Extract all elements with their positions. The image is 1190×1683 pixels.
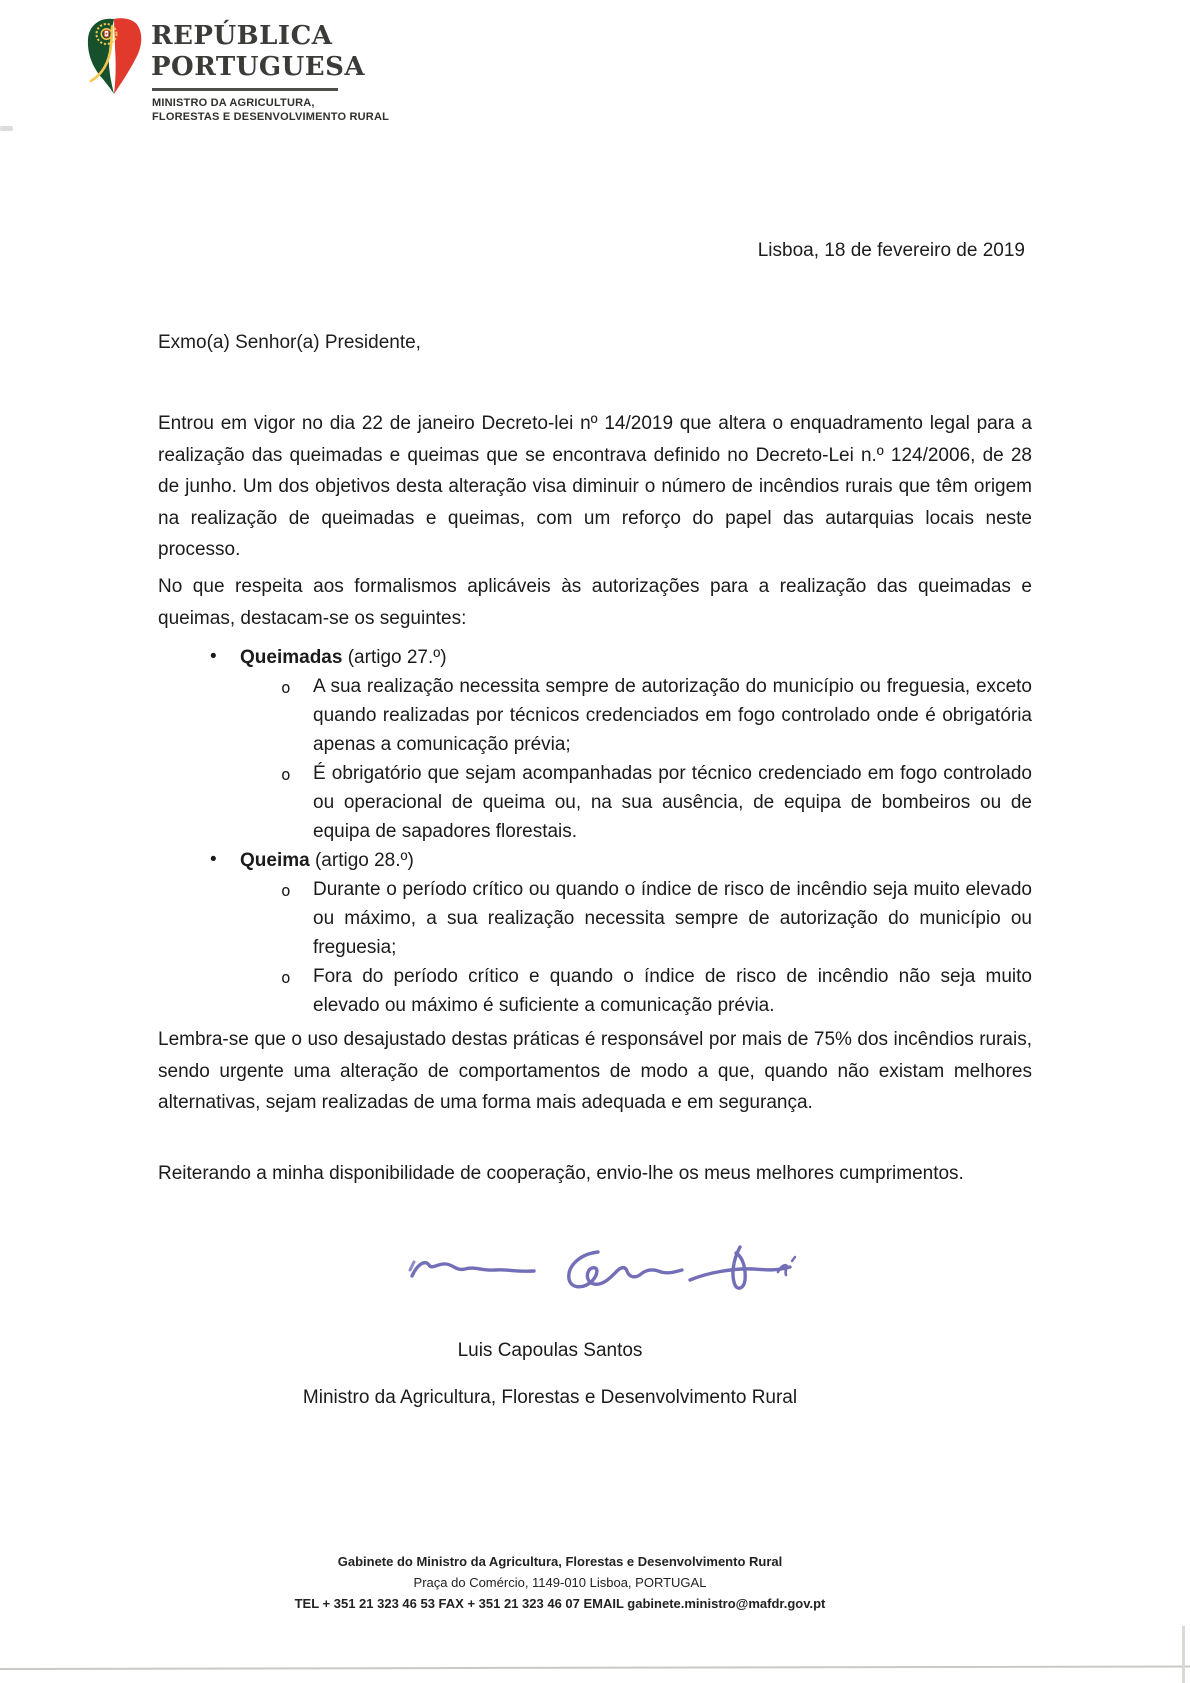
subitem-text: Fora do período crítico e quando o índice de risco de incêndio não seja muito elevado ou máximo é suficiente a comunicação prévia. — [313, 966, 1032, 1016]
wordmark-line2: PORTUGUESA — [151, 52, 366, 82]
portuguese-republic-flag-logo-icon — [85, 16, 143, 98]
ministry-line2: FLORESTAS E DESENVOLVIMENTO RURAL — [152, 111, 390, 123]
list-subitem — [158, 875, 1032, 962]
list-term: Queima — [240, 850, 310, 871]
subitem-text: Durante o período crítico ou quando o índice de risco de incêndio seja muito elevado ou máximo, a sua realização necessita sempre de autorização do município ou freguesia; — [313, 879, 1032, 958]
paragraph-legal-framework: Entrou em vigor no dia 22 de janeiro Decreto-lei nº 14/2019 que altera o enquadramento legal para a realização das queimadas e queimas que se encontrava definido no Decreto-Lei n.º 124/2006, de 28 de junho. Um dos objetivos desta alteração visa diminuir o número de incêndios rurais que têm origem na realização de queimadas e queimas, com um reforço do papel das autarquias locais neste processo. — [158, 413, 1032, 560]
scan-edge-artifact — [0, 126, 13, 131]
list-item-queimadas — [158, 643, 1032, 672]
wordmark-line1: REPÚBLICA — [151, 21, 333, 51]
footer-address-line: Praça do Comércio, 1149-010 Lisboa, PORTUGAL — [413, 1575, 707, 1590]
footer-contacts-line: TEL + 351 21 323 46 53 FAX + 351 21 323 46 07 EMAIL gabinete.ministro@mafdr.gov.pt — [294, 1596, 826, 1611]
ministry-line1: MINISTRO DA AGRICULTURA, — [152, 97, 315, 109]
list-term-article: (artigo 28.º) — [309, 850, 414, 871]
footer-office-line: Gabinete do Ministro da Agricultura, Florestas e Desenvolvimento Rural — [337, 1554, 783, 1569]
letterhead-divider — [152, 88, 338, 91]
bullet-icon: • — [210, 646, 217, 667]
circle-bullet-icon: o — [281, 678, 291, 697]
footer-contact-block — [160, 1551, 960, 1614]
handwritten-signature — [402, 1238, 802, 1310]
signer-name: Luis Capoulas Santos — [457, 1340, 643, 1361]
subitem-text: A sua realização necessita sempre de autorização do município ou freguesia, exceto quando realizadas por técnicos credenciados em fogo controlado onde é obrigatória apenas a comunicação prévia; — [313, 676, 1032, 755]
circle-bullet-icon: o — [281, 881, 291, 900]
list-subitem — [158, 759, 1032, 846]
salutation: Exmo(a) Senhor(a) Presidente, — [158, 332, 421, 353]
ministry-name — [152, 96, 389, 124]
scan-edge-artifact — [1182, 1626, 1185, 1683]
dateline: Lisboa, 18 de fevereiro de 2019 — [757, 240, 1025, 261]
subitem-text: É obrigatório que sejam acompanhadas por técnico credenciado em fogo controlado ou operacional de queima ou, na sua ausência, de equipa de bombeiros ou de equipa de sapadores florestais. — [313, 763, 1032, 842]
circle-bullet-icon: o — [281, 968, 291, 987]
list-term-article: (artigo 27.º) — [342, 647, 447, 668]
paragraph-closing: Reiterando a minha disponibilidade de cooperação, envio-lhe os meus melhores cumprimentos. — [158, 1163, 964, 1184]
list-item-queima — [158, 846, 1032, 875]
bullet-icon: • — [210, 849, 217, 870]
list-subitem — [158, 962, 1032, 1020]
circle-bullet-icon: o — [281, 765, 291, 784]
paragraph-warning: Lembra-se que o uso desajustado destas práticas é responsável por mais de 75% dos incêndios rurais, sendo urgente uma alteração de comportamentos de modo a que, quando não existam melhores alternativas, sejam realizadas de uma forma mais adequada e em segurança. — [158, 1029, 1032, 1113]
signer-title: Ministro da Agricultura, Florestas e Desenvolvimento Rural — [302, 1387, 798, 1408]
republic-wordmark — [151, 21, 365, 83]
paragraph-formalities-intro: No que respeita aos formalismos aplicáveis às autorizações para a realização das queimadas e queimas, destacam-se os seguintes: — [158, 576, 1032, 629]
list-term: Queimadas — [240, 647, 343, 668]
scan-edge-artifact — [0, 1666, 1190, 1670]
list-subitem — [158, 672, 1032, 759]
authorization-rules-list — [158, 643, 1032, 1020]
